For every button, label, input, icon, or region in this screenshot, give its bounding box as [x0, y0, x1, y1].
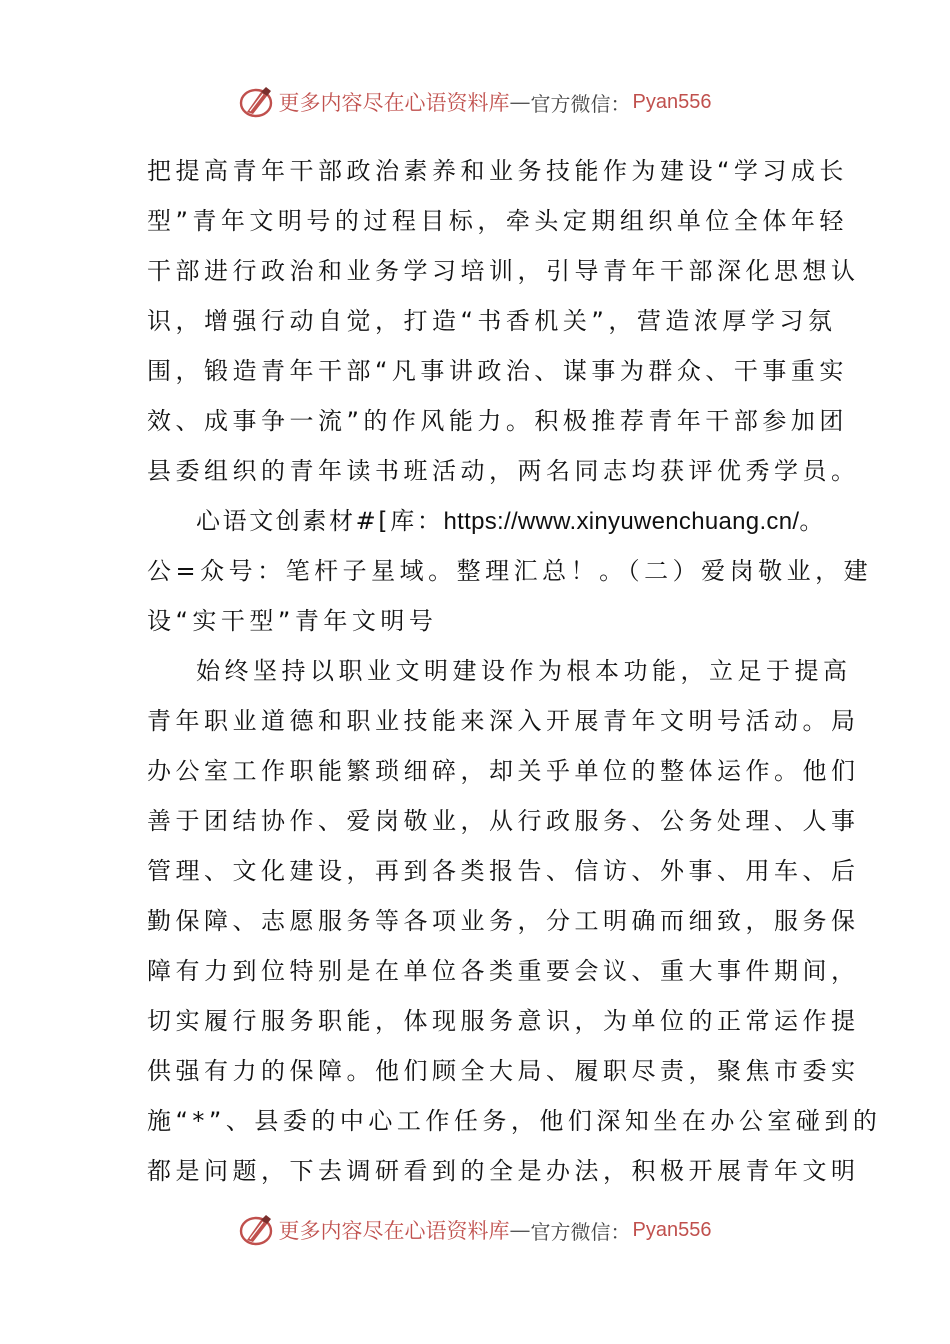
pen-nib-logo-icon	[239, 86, 275, 118]
header-banner	[0, 82, 950, 122]
footer-wechat-id: Pyan556	[632, 1218, 712, 1241]
text-line: 型”青年文明号的过程目标，牵头定期组织单位全体年轻	[147, 207, 848, 235]
text-line: 县委组织的青年读书班活动，两名同志均获评优秀学员。	[147, 457, 860, 485]
text-line: 识，增强行动自觉，打造“书香机关”，营造浓厚学习氛	[147, 307, 837, 335]
text-line: 管理、文化建设，再到各类报告、信访、外事、用车、后	[147, 857, 860, 885]
text-line: 干部进行政治和业务学习培训，引导青年干部深化思想认	[147, 257, 860, 285]
source-prefix: 心语文创素材#[库：	[196, 507, 444, 535]
header-brand-text: 更多内容尽在心语资料库	[278, 91, 510, 115]
pen-nib-logo-icon	[239, 1214, 275, 1246]
footer-wechat-label: 官方微信：	[530, 1219, 631, 1244]
text-line: 勤保障、志愿服务等各项业务，分工明确而细致，服务保	[147, 907, 860, 935]
text-line: 施“*”、县委的中心工作任务，他们深知坐在办公室碰到的	[147, 1107, 882, 1135]
paragraph-first-line: 始终坚持以职业文明建设作为根本功能，立足于提高	[196, 657, 852, 685]
header-separator: —	[509, 90, 531, 114]
footer-separator: —	[509, 1218, 531, 1242]
footer-brand-text: 更多内容尽在心语资料库	[278, 1219, 510, 1243]
text-line: 效、成事争一流”的作风能力。积极推荐青年干部参加团	[147, 407, 848, 435]
source-suffix: 。	[799, 507, 826, 535]
document-body	[147, 146, 882, 1196]
text-line: 障有力到位特别是在单位各类重要会议、重大事件期间，	[147, 957, 860, 985]
source-url: https://www.xinyuwenchuang.cn/	[443, 508, 800, 535]
text-line: 切实履行服务职能，体现服务意识，为单位的正常运作提	[147, 1007, 860, 1035]
text-line: 都是问题，下去调研看到的全是办法，积极开展青年文明	[147, 1157, 860, 1185]
section-heading-line: 设“实干型”青年文明号	[147, 607, 438, 635]
text-line: 办公室工作职能繁琐细碎，却关乎单位的整体运作。他们	[147, 757, 860, 785]
text-line: 把提高青年干部政治素养和业务技能作为建设“学习成长	[147, 157, 848, 185]
header-wechat-label: 官方微信：	[530, 91, 631, 116]
text-line: 青年职业道德和职业技能来深入开展青年文明号活动。局	[147, 707, 860, 735]
text-line: 供强有力的保障。他们顾全大局、履职尽责，聚焦市委实	[147, 1057, 860, 1085]
footer-banner	[0, 1210, 950, 1250]
source-line	[147, 496, 826, 546]
header-wechat-id: Pyan556	[632, 90, 712, 113]
text-line: 围，锻造青年干部“凡事讲政治、谋事为群众、干事重实	[147, 357, 848, 385]
text-line: 善于团结协作、爱岗敬业，从行政服务、公务处理、人事	[147, 807, 860, 835]
text-line: 公=众号：笔杆子星域。整理汇总！。（二）爱岗敬业，建	[147, 557, 873, 585]
